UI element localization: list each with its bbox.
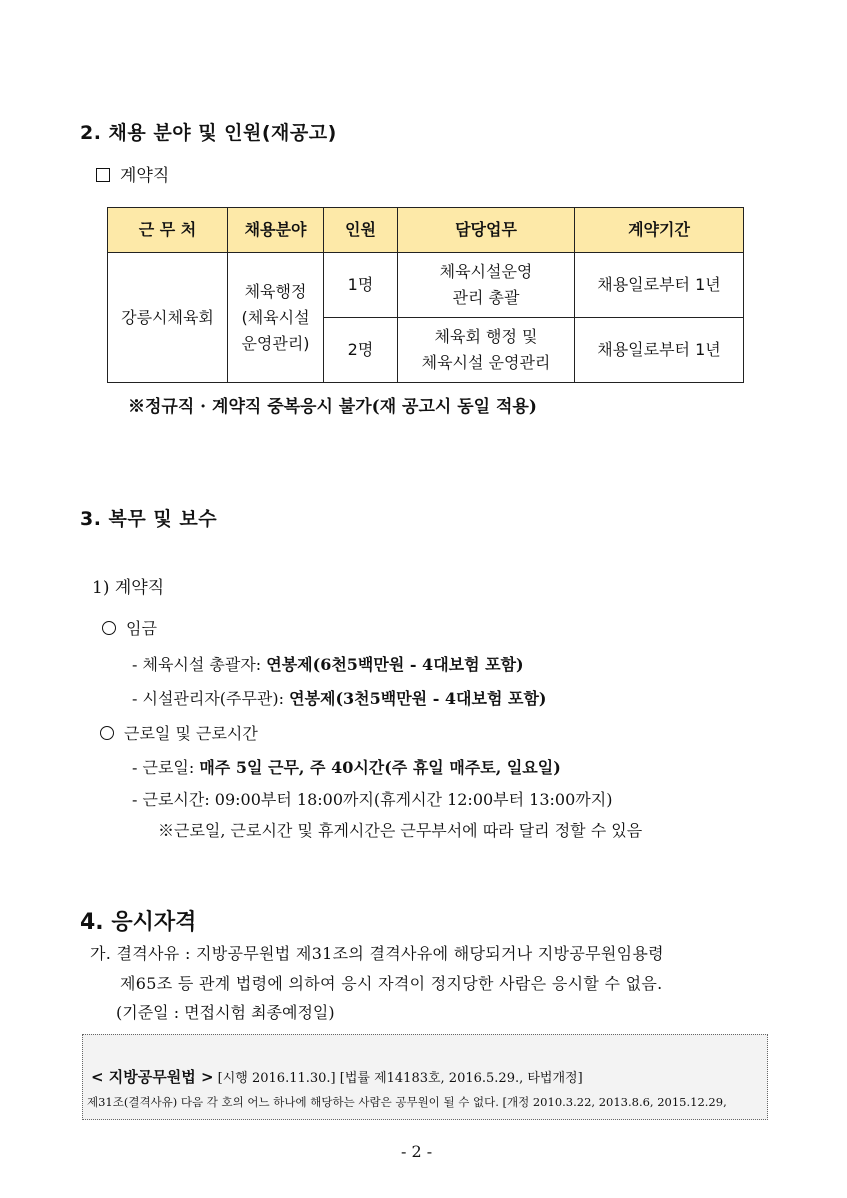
section2-subhead (96, 161, 169, 186)
eligibility-line: 가. 결격사유 : 지방공무원법 제31조의 결격사유에 해당되거나 지방공무원임용령 (90, 944, 664, 963)
work-hours: - 근로시간: 09:00부터 18:00까지(휴게시간 12:00부터 13:00까지) (132, 790, 613, 809)
law-title: < 지방공무원법 > (91, 1068, 214, 1086)
list-item (132, 686, 546, 709)
section4-title: 4. 응시자격 (80, 910, 197, 935)
duty-line: 체육시설운영 (439, 262, 533, 281)
header-duty: 담당업무 (398, 208, 575, 253)
count-cell: 1명 (324, 253, 398, 318)
field-line: (체육시설 (241, 307, 310, 327)
law-header (91, 1066, 583, 1087)
law-excerpt-box (82, 1034, 768, 1120)
work-days-value: 매주 5일 근무, 주 40시간(주 휴일 매주토, 일요일) (199, 758, 561, 777)
header-field: 채용분야 (228, 208, 324, 253)
work-days-label: - 근로일: (132, 758, 200, 777)
wage-item-label: - 시설관리자(주무관): (132, 689, 290, 708)
contract-subsection: 1) 계약직 (92, 578, 165, 598)
header-workplace: 근 무 처 (108, 208, 228, 253)
checkbox-icon (96, 168, 110, 182)
workplace-cell: 강릉시체육회 (108, 253, 228, 383)
work-title: 근로일 및 근로시간 (124, 724, 258, 743)
field-line: 운영관리) (241, 333, 310, 353)
circle-bullet-icon (100, 726, 114, 740)
period-cell: 채용일로부터 1년 (575, 253, 744, 318)
list-item (132, 652, 524, 675)
eligibility-line: 제65조 등 관계 법령에 의하여 응시 자격이 정지당한 사람은 응시할 수 없음. (120, 974, 663, 993)
wage-item-value: 연봉제(6천5백만원 - 4대보험 포함) (266, 655, 524, 674)
work-heading (100, 721, 258, 744)
wage-item-label: - 체육시설 총괄자: (132, 655, 267, 674)
wage-title: 임금 (126, 619, 157, 638)
header-count: 인원 (324, 208, 398, 253)
period-cell: 채용일로부터 1년 (575, 318, 744, 383)
section2-title: 2. 채용 분야 및 인원(재공고) (80, 122, 337, 144)
law-meta: [시행 2016.11.30.] [법률 제14183호, 2016.5.29., 타법개정] (213, 1071, 583, 1086)
duty-line: 체육회 행정 및 (434, 327, 538, 346)
duty-line: 관리 총괄 (452, 288, 520, 307)
field-line: 체육행정 (244, 281, 307, 301)
table-row (108, 253, 744, 318)
page-number: - 2 - (401, 1142, 433, 1161)
duty-line: 체육시설 운영관리 (421, 353, 551, 372)
duplicate-note: ※정규직 · 계약직 중복응시 불가(재 공고시 동일 적용) (128, 397, 537, 417)
field-cell (228, 253, 324, 383)
eligibility-line: (기준일 : 면접시험 최종예정일) (116, 1003, 335, 1022)
table-header-row (108, 208, 744, 253)
circle-bullet-icon (102, 621, 116, 635)
duty-cell (398, 253, 575, 318)
wage-heading (102, 616, 157, 639)
header-period: 계약기간 (575, 208, 744, 253)
work-note: ※근로일, 근로시간 및 휴게시간은 근무부서에 따라 달리 정할 수 있음 (158, 821, 643, 840)
law-text: 제31조(결격사유) 다음 각 호의 어느 하나에 해당하는 사람은 공무원이 될 수 없다. [개정 2010.3.22, 2013.8.6, 2015.12.29, (87, 1095, 727, 1109)
list-item (132, 755, 561, 778)
wage-item-value: 연봉제(3천5백만원 - 4대보험 포함) (289, 689, 547, 708)
count-cell: 2명 (324, 318, 398, 383)
duty-cell (398, 318, 575, 383)
contract-label: 계약직 (120, 166, 170, 186)
recruitment-table (107, 207, 744, 383)
section3-title: 3. 복무 및 보수 (80, 508, 218, 530)
